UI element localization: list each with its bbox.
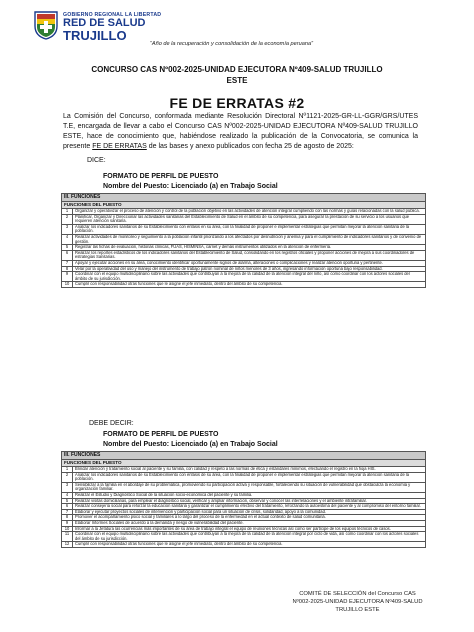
row-number: 4 — [62, 492, 73, 498]
table-row — [62, 472, 426, 482]
row-text: Realizar visitas domiciliarias, para emplear el diagnóstico social, verificar y ampliar información, observar y conocer las interrelaciones y el ambiente intrafamiliar. — [73, 498, 426, 504]
row-number: 6 — [62, 504, 73, 510]
title-line1: CONCURSO CAS Nº002-2025-UNIDAD EJECUTORA Nº409-SALUD TRUJILLO — [91, 65, 383, 74]
row-text: Informar a la Jefatura las ocurrencias más importantes de su área de trabajo integral el equipo de reuniones técnicas así como ser partícipe de los equipos técnicos de casos. — [73, 526, 426, 532]
row-text: Analizar los indicadores sanitarios de su Establecimiento con énfasis en su área, con la finalidad de proponer e implementar estrategias que permitan mejorar la atención sanitaria de la población. — [73, 224, 426, 234]
document-title — [0, 64, 474, 86]
row-text: Velar por la operatividad del uso y manejo del instrumento de trabajo patrón nominal de niños menores de 3 años, ingresando información oportuna bajo responsabilidad. — [73, 266, 426, 272]
signature-footer — [280, 590, 435, 614]
table-row — [62, 250, 426, 260]
row-number: 12 — [62, 542, 73, 548]
intro-post: de las bases y anexo publicados con fecha 25 de agosto de 2025: — [146, 143, 354, 150]
row-number: 4 — [62, 234, 73, 244]
debe-decir-label: DEBE DECIR: — [89, 420, 134, 427]
table-row — [62, 542, 426, 548]
row-text: Realizar consejería social para reforzar la educación sanitaria y garantizar el cumplimiento efectivo del tratamiento, reforzando la autoestima del paciente y al compromiso del entorno familiar. — [73, 504, 426, 510]
format-block-1 — [103, 172, 278, 191]
intro-pre: La Comisión del Concurso, conformada mediante Resolución Directoral Nº1121-2025-GR-LL-GGR/GRS/UTES T.E, encargada de llevar a cabo el Concurso CAS Nº002-2025-UNIDAD EJECUTORA Nº409-SALUD TRUJILLO ESTE, hace de conocimiento que, habiéndose realizado la publicación de la Convocatoria, se comunica la presente — [63, 113, 418, 150]
table-row — [62, 224, 426, 234]
row-text: Elaborar y ejecutar proyectos sociales de intervención y participación social para un situación de crisis, solidaridad, apoyo a la comunidad. — [73, 509, 426, 515]
row-number: 6 — [62, 250, 73, 260]
row-number: 7 — [62, 260, 73, 266]
column-header-2: FUNCIONES DEL PUESTO — [62, 460, 426, 467]
row-text: Sensibilizar a la familia en el abordaje de su problemática, promoviendo su participación activa y responsable, fortaleciendo su situación de vulnerabilidad que obstaculiza la economía y organización familiar. — [73, 482, 426, 492]
row-number: 8 — [62, 266, 73, 272]
institution-logo — [33, 10, 178, 43]
row-number: 5 — [62, 498, 73, 504]
format-block-2 — [103, 430, 278, 449]
table-row — [62, 260, 426, 266]
table-row — [62, 214, 426, 224]
footer-line1: COMITÉ DE SELECCIÓN del Concurso CAS — [299, 591, 416, 597]
shield-icon — [33, 10, 59, 40]
row-text: Realizar los reportes estadísticos de los indicadores sanitarios del Establecimiento de Salud, consolidando en los registros oficiales y proponer acciones de mejora a sus coordinadores de estrategias Sanitarias. — [73, 250, 426, 260]
dice-label: DICE: — [87, 157, 106, 164]
row-text: Registrar las fichas de evaluación, historias clínicas, FUAS, HISMINSA, carnet y demás instrumentos utilizados en la atención de enfermería. — [73, 245, 426, 251]
table-row — [62, 526, 426, 532]
table-row — [62, 272, 426, 282]
section-label: III. FUNCIONES — [62, 194, 426, 202]
row-text: Cumplir con responsabilidad otras funciones que le asigne el jefe inmediato, dentro del ámbito de su competencia. — [73, 542, 426, 548]
row-text: Analizar los indicadores sanitarios de su Establecimiento con énfasis de su área, con la finalidad de proponer e implementar estrategias que permitan mejorar la atención sanitaria de la población. — [73, 472, 426, 482]
row-text: Coordinar con el equipo multidisciplinario sobre las actividades que contribuyan a la mejora de la calidad de la atención integral del niño, así como coordinar con los actores sociales del ámbito de su jurisdicción. — [73, 272, 426, 282]
row-text: Brindar atención y tratamiento social al paciente y su familia, con calidad y respeto a las normas de ética y estándares mínimos, efectuando el registro en la hoja HIS. — [73, 467, 426, 473]
logo-line1: GOBIERNO REGIONAL LA LIBERTAD — [63, 12, 162, 18]
row-number: 2 — [62, 472, 73, 482]
row-number: 11 — [62, 532, 73, 542]
logo-line3: TRUJILLO — [63, 28, 127, 43]
row-text: Coordinar con el equipo multidisciplinario sobre las actividades que contribuyan a la mejora de la calidad de la atención integral por ciclo de vida, así como coordinar con los actores sociales del ámbito de su jurisdicción. — [73, 532, 426, 542]
row-number: 3 — [62, 482, 73, 492]
row-text: Planificar, Organizar y Direccionar las actividades sanitarias del Establecimiento de Salud en el ámbito de su competencia, para asegurar la prestación de su servicio a los usuarios que requieren atención sanitaria. — [73, 214, 426, 224]
row-text: Promover el acompañamiento psico social y familiares a lo largo del proceso de la enfermedad en el actual contexto de salud comunitaria. — [73, 515, 426, 521]
table-row — [62, 532, 426, 542]
format-title: FORMATO DE PERFIL DE PUESTO — [103, 173, 219, 180]
position-line: Nombre del Puesto: Licenciado (a) en Trabajo Social — [103, 182, 278, 190]
row-number: 9 — [62, 272, 73, 282]
format-title-2: FORMATO DE PERFIL DE PUESTO — [103, 431, 219, 438]
table-row — [62, 504, 426, 510]
intro-paragraph — [63, 112, 418, 152]
motto: “Año de la recuperación y consolidación de la economía peruana” — [150, 41, 313, 47]
row-number: 10 — [62, 526, 73, 532]
row-number: 10 — [62, 282, 73, 288]
footer-line3: TRUJILLO ESTE — [335, 607, 380, 613]
position-line-2: Nombre del Puesto: Licenciado (a) en Trabajo Social — [103, 440, 278, 448]
row-number: 2 — [62, 214, 73, 224]
row-text: Realizar actividades de monitoreo y seguimiento a la población infantil priorizando a los afectados por desnutrición y anemia y para el cumplimiento de indicadores sanitarios y de convenio de gestión. — [73, 234, 426, 244]
row-text: Realizar el Estudio y Diagnóstico Social de la situación socio-económica del paciente y su familia. — [73, 492, 426, 498]
row-text: Organizar y operativizar el proceso de atención y control de la población objetivo en las actividades de atención integral cumpliendo con las normas y guías relacionadas con la salud pública. — [73, 209, 426, 215]
row-number: 1 — [62, 209, 73, 215]
row-text: Apoyar y ejecutar acciones en su área, conocimiento identificar oportunamente signos de alarma, alteraciones o complicaciones y realizar atención oportuna y pertinente. — [73, 260, 426, 266]
row-number: 1 — [62, 467, 73, 473]
table-row — [62, 282, 426, 288]
table-row — [62, 482, 426, 492]
row-number: 8 — [62, 515, 73, 521]
title-line2: ESTE — [226, 76, 248, 85]
functions-table-corrected — [61, 451, 426, 548]
table-row — [62, 209, 426, 215]
table-row — [62, 467, 426, 473]
column-header: FUNCIONES DEL PUESTO — [62, 202, 426, 209]
row-number: 7 — [62, 509, 73, 515]
table-row — [62, 234, 426, 244]
functions-table-original — [61, 193, 426, 288]
logo-line2: RED DE SALUD — [63, 17, 146, 29]
table-row — [62, 266, 426, 272]
section-label-2: III. FUNCIONES — [62, 452, 426, 460]
row-text: Cumplir con responsabilidad otras funciones que le asigne el jefe inmediato, dentro del ámbito de su competencia. — [73, 282, 426, 288]
errata-title: FE DE ERRATAS #2 — [169, 95, 305, 111]
row-text: Elaborar Informes Sociales de acuerdo a la demanda y riesgo de vulnerabilidad del paciente. — [73, 520, 426, 526]
row-number: 3 — [62, 224, 73, 234]
intro-link: FE DE ERRATAS — [92, 143, 147, 150]
footer-line2: Nº002-2025-UNIDAD EJECUTORA Nº409-SALUD — [292, 599, 423, 605]
row-number: 9 — [62, 520, 73, 526]
row-number: 5 — [62, 245, 73, 251]
